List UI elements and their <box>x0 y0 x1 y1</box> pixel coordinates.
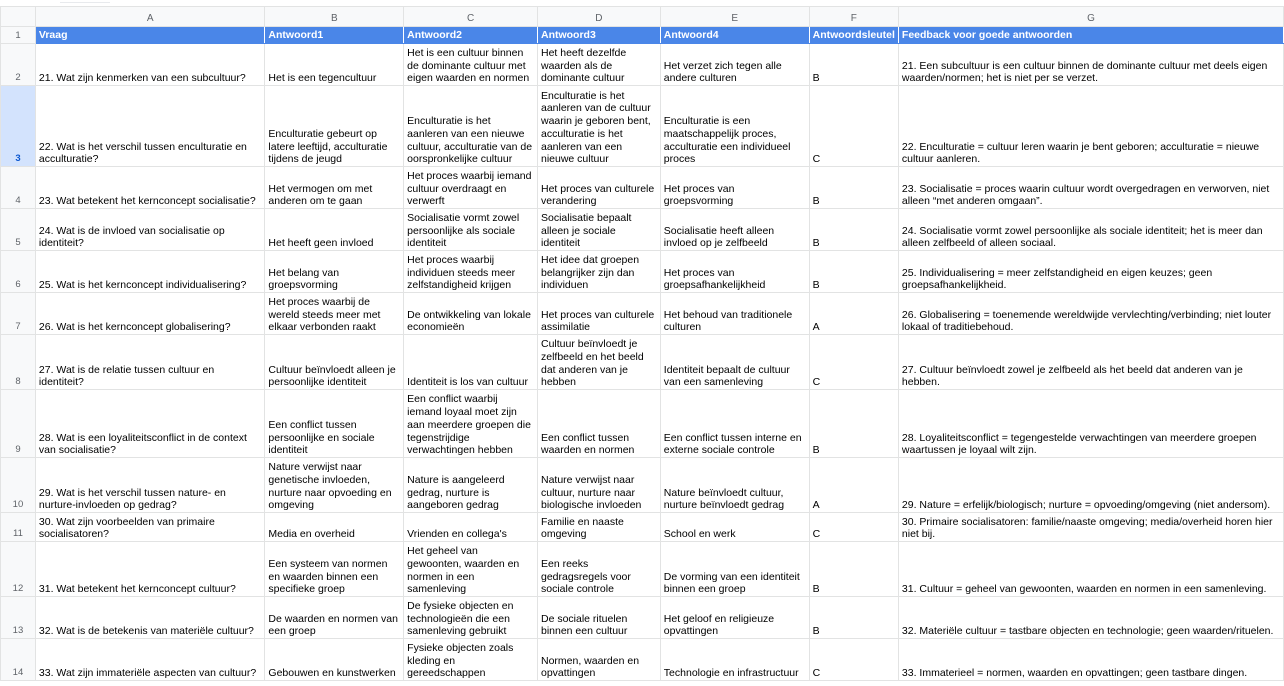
cell-g14[interactable]: 33. Immaterieel = normen, waarden en opvattingen; geen tastbare dingen. <box>898 639 1283 681</box>
row-header-10[interactable]: 10 <box>1 458 36 513</box>
cell-e7[interactable]: Het behoud van traditionele culturen <box>660 293 809 335</box>
row-header-6[interactable]: 6 <box>1 251 36 293</box>
cell-e3[interactable]: Enculturatie is een maatschappelijk proces, acculturatie een individueel proces <box>660 86 809 167</box>
cell-g8[interactable]: 27. Cultuur beïnvloedt zowel je zelfbeeld als het beeld dat anderen van je hebben. <box>898 335 1283 390</box>
cell-f4[interactable]: B <box>809 167 898 209</box>
cell-b13[interactable]: De waarden en normen van een groep <box>265 597 404 639</box>
column-header-f[interactable]: F <box>809 7 898 27</box>
cell-f9[interactable]: B <box>809 390 898 458</box>
row-header-11[interactable]: 11 <box>1 513 36 542</box>
cell-b6[interactable]: Het belang van groepsvorming <box>265 251 404 293</box>
cell-c14[interactable]: Fysieke objecten zoals kleding en gereedschappen <box>404 639 538 681</box>
cell-d13[interactable]: De sociale rituelen binnen een cultuur <box>537 597 660 639</box>
table-row <box>1 251 1284 293</box>
column-header-d[interactable]: D <box>537 7 660 27</box>
header-cell-d[interactable]: Antwoord3 <box>537 27 660 44</box>
cell-a14[interactable]: 33. Wat zijn immateriële aspecten van cultuur? <box>35 639 264 681</box>
cell-e4[interactable]: Het proces van groepsvorming <box>660 167 809 209</box>
cell-c3[interactable]: Enculturatie is het aanleren van een nieuwe cultuur, acculturatie van de oorspronkelijke cultuur <box>404 86 538 167</box>
cell-g3[interactable]: 22. Enculturatie = cultuur leren waarin je bent geboren; acculturatie = nieuwe cultuur aanleren. <box>898 86 1283 167</box>
cell-c5[interactable]: Socialisatie vormt zowel persoonlijke als sociale identiteit <box>404 209 538 251</box>
cell-d7[interactable]: Het proces van culturele assimilatie <box>537 293 660 335</box>
column-header-a[interactable]: A <box>35 7 264 27</box>
cell-d9[interactable]: Een conflict tussen waarden en normen <box>537 390 660 458</box>
table-row <box>1 44 1284 86</box>
table-row <box>1 167 1284 209</box>
cell-g2[interactable]: 21. Een subcultuur is een cultuur binnen de dominante cultuur met deels eigen waarden/normen; het is niet per se verzet. <box>898 44 1283 86</box>
cell-c11[interactable]: Vrienden en collega's <box>404 513 538 542</box>
cell-e6[interactable]: Het proces van groepsafhankelijkheid <box>660 251 809 293</box>
spreadsheet-grid <box>0 6 1284 681</box>
cell-c9[interactable]: Een conflict waarbij iemand loyaal moet zijn aan meerdere groepen die tegenstrijdige verwachtingen hebben <box>404 390 538 458</box>
cell-d4[interactable]: Het proces van culturele verandering <box>537 167 660 209</box>
cell-b5[interactable]: Het heeft geen invloed <box>265 209 404 251</box>
table-row <box>1 209 1284 251</box>
cell-b8[interactable]: Cultuur beïnvloedt alleen je persoonlijke identiteit <box>265 335 404 390</box>
cell-a8[interactable]: 27. Wat is de relatie tussen cultuur en identiteit? <box>35 335 264 390</box>
cell-f7[interactable]: A <box>809 293 898 335</box>
row-header-2[interactable]: 2 <box>1 44 36 86</box>
cell-f5[interactable]: B <box>809 209 898 251</box>
cell-a10[interactable]: 29. Wat is het verschil tussen nature- en nurture-invloeden op gedrag? <box>35 458 264 513</box>
cell-b14[interactable]: Gebouwen en kunstwerken <box>265 639 404 681</box>
cell-a12[interactable]: 31. Wat betekent het kernconcept cultuur? <box>35 542 264 597</box>
cell-g7[interactable]: 26. Globalisering = toenemende wereldwijde vervlechting/verbinding; niet louter lokaal of traditiebehoud. <box>898 293 1283 335</box>
cell-b7[interactable]: Het proces waarbij de wereld steeds meer met elkaar verbonden raakt <box>265 293 404 335</box>
table-row <box>1 458 1284 513</box>
cell-e9[interactable]: Een conflict tussen interne en externe sociale controle <box>660 390 809 458</box>
row-header-5[interactable]: 5 <box>1 209 36 251</box>
cell-a11[interactable]: 30. Wat zijn voorbeelden van primaire socialisatoren? <box>35 513 264 542</box>
cell-b11[interactable]: Media en overheid <box>265 513 404 542</box>
cell-a9[interactable]: 28. Wat is een loyaliteitsconflict in de context van socialisatie? <box>35 390 264 458</box>
cell-a7[interactable]: 26. Wat is het kernconcept globalisering? <box>35 293 264 335</box>
cell-f2[interactable]: B <box>809 44 898 86</box>
column-header-e[interactable]: E <box>660 7 809 27</box>
table-row <box>1 639 1284 681</box>
cell-g6[interactable]: 25. Individualisering = meer zelfstandigheid en eigen keuzes; geen groepsafhankelijkheid. <box>898 251 1283 293</box>
column-header-c[interactable]: C <box>404 7 538 27</box>
toolbar-fragment <box>60 0 110 3</box>
cell-g9[interactable]: 28. Loyaliteitsconflict = tegengestelde verwachtingen van meerdere groepen waartussen je loyaal wilt zijn. <box>898 390 1283 458</box>
cell-d12[interactable]: Een reeks gedragsregels voor sociale controle <box>537 542 660 597</box>
cell-a5[interactable]: 24. Wat is de invloed van socialisatie op identiteit? <box>35 209 264 251</box>
cell-f12[interactable]: B <box>809 542 898 597</box>
header-cell-f[interactable]: Antwoordsleutel <box>809 27 898 44</box>
cell-g13[interactable]: 32. Materiële cultuur = tastbare objecten en technologie; geen waarden/rituelen. <box>898 597 1283 639</box>
table-row <box>1 293 1284 335</box>
cell-g5[interactable]: 24. Socialisatie vormt zowel persoonlijke als sociale identiteit; het is meer dan alleen zelfbeeld of alleen sociaal. <box>898 209 1283 251</box>
cell-d14[interactable]: Normen, waarden en opvattingen <box>537 639 660 681</box>
table-row <box>1 513 1284 542</box>
cell-a3[interactable]: 22. Wat is het verschil tussen enculturatie en acculturatie? <box>35 86 264 167</box>
cell-d10[interactable]: Nature verwijst naar cultuur, nurture naar biologische invloeden <box>537 458 660 513</box>
cell-e11[interactable]: School en werk <box>660 513 809 542</box>
header-cell-b[interactable]: Antwoord1 <box>265 27 404 44</box>
row-header-4[interactable]: 4 <box>1 167 36 209</box>
cell-d8[interactable]: Cultuur beïnvloedt je zelfbeeld en het beeld dat anderen van je hebben <box>537 335 660 390</box>
row-header-7[interactable]: 7 <box>1 293 36 335</box>
cell-a13[interactable]: 32. Wat is de betekenis van materiële cultuur? <box>35 597 264 639</box>
cell-c2[interactable]: Het is een cultuur binnen de dominante cultuur met eigen waarden en normen <box>404 44 538 86</box>
cell-a4[interactable]: 23. Wat betekent het kernconcept socialisatie? <box>35 167 264 209</box>
cell-b9[interactable]: Een conflict tussen persoonlijke en sociale identiteit <box>265 390 404 458</box>
row-header-1[interactable]: 1 <box>1 27 36 44</box>
cell-c7[interactable]: De ontwikkeling van lokale economieën <box>404 293 538 335</box>
cell-g10[interactable]: 29. Nature = erfelijk/biologisch; nurture = opvoeding/omgeving (niet andersom). <box>898 458 1283 513</box>
cell-e12[interactable]: De vorming van een identiteit binnen een groep <box>660 542 809 597</box>
row-header-13[interactable]: 13 <box>1 597 36 639</box>
row-header-12[interactable]: 12 <box>1 542 36 597</box>
cell-d5[interactable]: Socialisatie bepaalt alleen je sociale identiteit <box>537 209 660 251</box>
cell-e10[interactable]: Nature beïnvloedt cultuur, nurture beïnvloedt gedrag <box>660 458 809 513</box>
row-header-3[interactable]: 3 <box>1 86 36 167</box>
cell-c4[interactable]: Het proces waarbij iemand cultuur overdraagt en verwerft <box>404 167 538 209</box>
cell-c6[interactable]: Het proces waarbij individuen steeds meer zelfstandigheid krijgen <box>404 251 538 293</box>
cell-b12[interactable]: Een systeem van normen en waarden binnen een specifieke groep <box>265 542 404 597</box>
header-cell-a[interactable]: Vraag <box>35 27 264 44</box>
column-header-b[interactable]: B <box>265 7 404 27</box>
row-header-9[interactable]: 9 <box>1 390 36 458</box>
row-header-14[interactable]: 14 <box>1 639 36 681</box>
cell-a6[interactable]: 25. Wat is het kernconcept individualisering? <box>35 251 264 293</box>
select-all-corner[interactable] <box>1 7 36 27</box>
cell-g12[interactable]: 31. Cultuur = geheel van gewoonten, waarden en normen in een samenleving. <box>898 542 1283 597</box>
cell-e5[interactable]: Socialisatie heeft alleen invloed op je zelfbeeld <box>660 209 809 251</box>
cell-d3[interactable]: Enculturatie is het aanleren van de cultuur waarin je geboren bent, acculturatie is het aanleren van een nieuwe cultuur <box>537 86 660 167</box>
cell-f10[interactable]: A <box>809 458 898 513</box>
cell-f14[interactable]: C <box>809 639 898 681</box>
cell-f13[interactable]: B <box>809 597 898 639</box>
cell-c10[interactable]: Nature is aangeleerd gedrag, nurture is aangeboren gedrag <box>404 458 538 513</box>
table-row <box>1 542 1284 597</box>
cell-c13[interactable]: De fysieke objecten en technologieën die een samenleving gebruikt <box>404 597 538 639</box>
cell-b3[interactable]: Enculturatie gebeurt op latere leeftijd, acculturatie tijdens de jeugd <box>265 86 404 167</box>
cell-g4[interactable]: 23. Socialisatie = proces waarin cultuur wordt overgedragen en verworven, niet alleen “met anderen omgaan”. <box>898 167 1283 209</box>
cell-e8[interactable]: Identiteit bepaalt de cultuur van een samenleving <box>660 335 809 390</box>
cell-e2[interactable]: Het verzet zich tegen alle andere culturen <box>660 44 809 86</box>
cell-f8[interactable]: C <box>809 335 898 390</box>
header-cell-g[interactable]: Feedback voor goede antwoorden <box>898 27 1283 44</box>
cell-e13[interactable]: Het geloof en religieuze opvattingen <box>660 597 809 639</box>
cell-e14[interactable]: Technologie en infrastructuur <box>660 639 809 681</box>
cell-d11[interactable]: Familie en naaste omgeving <box>537 513 660 542</box>
row-header-8[interactable]: 8 <box>1 335 36 390</box>
cell-c8[interactable]: Identiteit is los van cultuur <box>404 335 538 390</box>
table-row <box>1 390 1284 458</box>
table-row <box>1 597 1284 639</box>
cell-c12[interactable]: Het geheel van gewoonten, waarden en normen in een samenleving <box>404 542 538 597</box>
cell-f11[interactable]: C <box>809 513 898 542</box>
table-row <box>1 86 1284 167</box>
cell-b2[interactable]: Het is een tegencultuur <box>265 44 404 86</box>
cell-a2[interactable]: 21. Wat zijn kenmerken van een subcultuur? <box>35 44 264 86</box>
cell-g11[interactable]: 30. Primaire socialisatoren: familie/naaste omgeving; media/overheid horen hier niet bij. <box>898 513 1283 542</box>
cell-d6[interactable]: Het idee dat groepen belangrijker zijn dan individuen <box>537 251 660 293</box>
header-cell-e[interactable]: Antwoord4 <box>660 27 809 44</box>
cell-d2[interactable]: Het heeft dezelfde waarden als de dominante cultuur <box>537 44 660 86</box>
cell-f3[interactable]: C <box>809 86 898 167</box>
column-header-g[interactable]: G <box>898 7 1283 27</box>
cell-f6[interactable]: B <box>809 251 898 293</box>
header-cell-c[interactable]: Antwoord2 <box>404 27 538 44</box>
cell-b4[interactable]: Het vermogen om met anderen om te gaan <box>265 167 404 209</box>
table-row <box>1 335 1284 390</box>
cell-b10[interactable]: Nature verwijst naar genetische invloeden, nurture naar opvoeding en omgeving <box>265 458 404 513</box>
